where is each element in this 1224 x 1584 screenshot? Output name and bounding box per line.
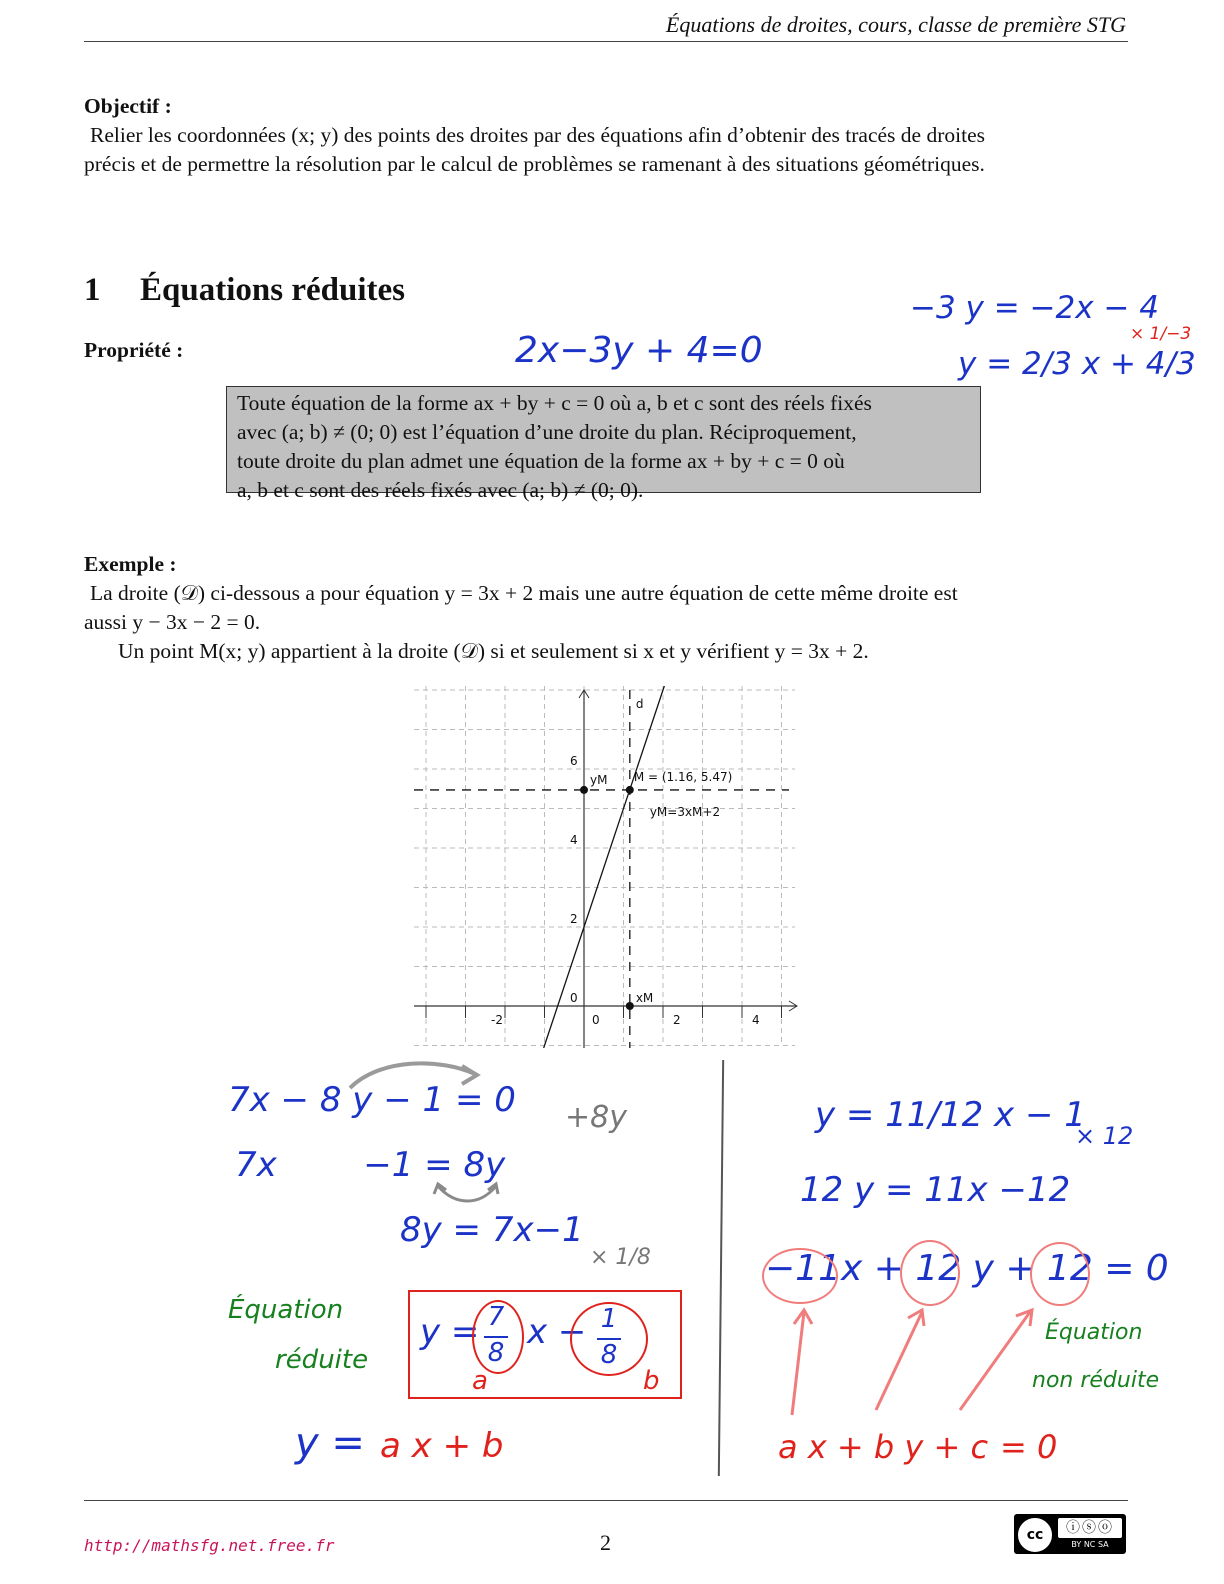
objectif-heading: Objectif : xyxy=(84,94,172,118)
hw-label-a: a xyxy=(472,1366,488,1396)
circle-c-right xyxy=(1030,1242,1090,1306)
red-arrows xyxy=(780,1300,1060,1420)
property-line: avec (a; b) ≠ (0; 0) est l’équation d’une droite du plan. Réciproquement, xyxy=(237,420,857,444)
circle-a-right xyxy=(762,1248,838,1304)
hw-boxed-b-den: 8 xyxy=(600,1340,618,1370)
y-tick-label: 4 xyxy=(570,833,578,847)
objectif-line-1: Relier les coordonnées (x; y) des points des droites par des équations afin d’obtenir des tracés de droites xyxy=(90,123,985,147)
exemple-line-3: Un point M(x; y) appartient à la droite (𝒟) si et seulement si x et y vérifient y = 3x + 2. xyxy=(118,639,869,663)
hw-general-right-eq: = 0 xyxy=(1000,1428,1058,1466)
y-tick-label: 6 xyxy=(570,754,578,768)
y-tick-label: 0 xyxy=(570,991,578,1005)
exemple-line-2: aussi y − 3x − 2 = 0. xyxy=(84,610,261,634)
axis-ticks xyxy=(426,1006,782,1018)
property-line: a, b et c sont des réels fixés avec (a; b) ≠ (0; 0). xyxy=(237,478,644,502)
hw-boxed-y: y = xyxy=(420,1312,480,1352)
cc-license-badge xyxy=(1014,1514,1126,1554)
hw-boxed-a-num: 7 xyxy=(487,1302,505,1332)
xm-label: xM xyxy=(635,991,654,1005)
hw-left-note-1: +8y xyxy=(565,1100,627,1135)
exemple-line-1: La droite (𝒟) ci-dessous a pour équation y = 3x + 2 mais une autre équation de cette même droite est xyxy=(90,581,958,605)
objectif-line-2: précis et de permettre la résolution par le calcul de problèmes se ramenant à des situations géométriques. xyxy=(84,152,985,176)
section-number: 1 xyxy=(84,272,101,308)
hw-top-right-2: y = 2/3 x + 4/3 xyxy=(958,346,1196,382)
hw-green-left-1: Équation xyxy=(228,1295,344,1325)
hw-green-right-2: non réduite xyxy=(1032,1368,1160,1393)
hw-top-right-note: × 1/−3 xyxy=(1130,324,1192,344)
hw-right-3: −11x + 12 y + 12 = 0 xyxy=(765,1248,1169,1289)
point-m xyxy=(626,786,634,794)
property-box xyxy=(226,386,981,502)
header-title: Équations de droites, cours, classe de première STG xyxy=(665,12,1126,37)
hw-general-right-abc: a x + b y + c xyxy=(778,1428,989,1466)
line-d-label: d xyxy=(635,697,644,711)
point-m-label: M = (1.16, 5.47) xyxy=(633,769,733,784)
hw-left-3: 8y = 7x−1 xyxy=(400,1210,584,1250)
hw-top-right-1: −3 y = −2x − 4 xyxy=(910,290,1160,326)
footer-rule xyxy=(84,1500,1128,1501)
line-graph xyxy=(410,686,805,1048)
hw-left-1: 7x − 8 y − 1 = 0 xyxy=(228,1080,516,1120)
hw-right-note: × 12 xyxy=(1075,1122,1134,1150)
x-tick-label: 0 xyxy=(592,1013,600,1027)
y-tick-label: 2 xyxy=(570,912,578,926)
hw-boxed-x: x − xyxy=(527,1312,587,1352)
hw-green-right-1: Équation xyxy=(1045,1320,1143,1345)
hw-general-left-rest: a x + b xyxy=(380,1426,504,1466)
hw-boxed-a-den: 8 xyxy=(487,1338,505,1368)
x-tick-label: -2 xyxy=(491,1013,503,1027)
property-line: Toute équation de la forme ax + by + c = 0 où a, b et c sont des réels fixés xyxy=(237,391,872,415)
hw-general-left-y: y = xyxy=(295,1420,365,1466)
exemple-heading: Exemple : xyxy=(84,552,177,576)
cc-icon: cc xyxy=(1018,1518,1052,1552)
hw-left-note-2: × 1/8 xyxy=(590,1245,651,1270)
property-line: toute droite du plan admet une équation de la forme ax + by + c = 0 où xyxy=(237,449,845,473)
hw-right-2: 12 y = 11x −12 xyxy=(800,1170,1071,1210)
footer-url[interactable]: http://mathsfg.net.free.fr xyxy=(84,1536,335,1555)
ym-label: yM xyxy=(590,772,608,787)
page-number: 2 xyxy=(600,1530,611,1555)
license-text: BY NC SA xyxy=(1071,1540,1109,1549)
propriete-heading: Propriété : xyxy=(84,338,184,362)
point-xm xyxy=(626,1002,634,1010)
hw-label-b: b xyxy=(643,1366,660,1396)
hw-top-equation: 2x−3y + 4=0 xyxy=(515,330,763,371)
hw-boxed-b-num: 1 xyxy=(600,1304,618,1334)
section-title: Équations réduites xyxy=(140,272,405,308)
relation-label: yM=3xM+2 xyxy=(649,804,721,819)
header-rule xyxy=(84,41,1128,42)
x-tick-label: 4 xyxy=(752,1013,760,1027)
by-nc-sa-icon: ⓘⓢⓞ xyxy=(1058,1518,1122,1538)
point-ym xyxy=(580,786,588,794)
hw-left-2: 7x −1 = 8y xyxy=(235,1145,506,1185)
x-tick-label: 2 xyxy=(673,1013,681,1027)
hw-right-1: y = 11/12 x − 1 xyxy=(815,1095,1086,1135)
circle-b-right xyxy=(900,1240,960,1306)
gray-swap-arrow xyxy=(430,1178,505,1208)
column-separator xyxy=(718,1060,724,1476)
hw-green-left-2: réduite xyxy=(275,1345,369,1375)
